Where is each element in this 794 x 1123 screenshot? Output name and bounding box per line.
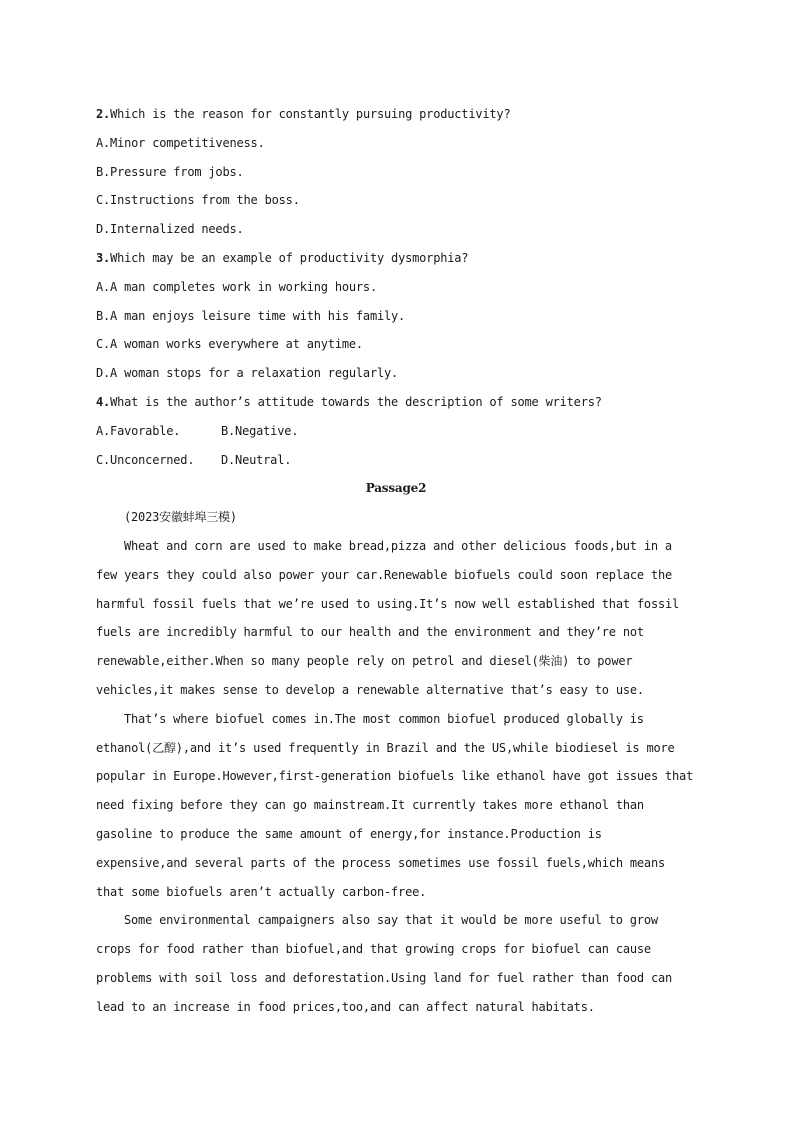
question-2: [96, 100, 696, 129]
passage-source: (2023安徽蚌埠三模): [124, 510, 237, 525]
option: B.Pressure from jobs.: [96, 164, 244, 179]
question-4: [96, 388, 696, 417]
paragraph-line: ethanol(乙醇),and it’s used frequently in Brazil and the US,while biodiesel is more: [96, 740, 675, 755]
paragraph-line: fuels are incredibly harmful to our health and the environment and they’re not: [96, 625, 644, 640]
option: A.Favorable.: [96, 423, 181, 438]
option: C.Unconcerned.: [96, 452, 195, 467]
paragraph-line: harmful fossil fuels that we’re used to using.It’s now well established that fossil: [96, 596, 680, 611]
option: A.A man completes work in working hours.: [96, 279, 377, 294]
paragraph-line: few years they could also power your car.Renewable biofuels could soon replace the: [96, 567, 673, 582]
question-number: 2.: [96, 107, 111, 121]
paragraph-line: Wheat and corn are used to make bread,pizza and other delicious foods,but in a: [124, 538, 672, 553]
question-text: What is the author’s attitude towards the description of some writers?: [110, 394, 602, 409]
paragraph-line: That’s where biofuel comes in.The most common biofuel produced globally is: [124, 711, 644, 726]
paragraph-line: Some environmental campaigners also say that it would be more useful to grow: [124, 913, 658, 928]
option: A.Minor competitiveness.: [96, 135, 265, 150]
paragraph-line: expensive,and several parts of the process sometimes use fossil fuels,which means: [96, 855, 665, 870]
option: C.A woman works everywhere at anytime.: [96, 337, 363, 352]
option: B.A man enjoys leisure time with his family.: [96, 308, 406, 323]
paragraph-line: lead to an increase in food prices,too,and can affect natural habitats.: [96, 999, 595, 1014]
paragraph-line: vehicles,it makes sense to develop a renewable alternative that’s easy to use.: [96, 682, 644, 697]
document-page: [96, 100, 696, 1022]
question-number: 4.: [96, 394, 111, 409]
paragraph-line: need fixing before they can go mainstream.It currently takes more ethanol than: [96, 798, 644, 813]
option-row: [96, 417, 696, 446]
passage-title: Passage2: [365, 481, 427, 496]
question-number: 3.: [96, 250, 111, 265]
option: C.Instructions from the boss.: [96, 193, 300, 208]
option: D.Neutral.: [221, 452, 292, 467]
paragraph-line: renewable,either.When so many people rely on petrol and diesel(柴油) to power: [96, 654, 633, 669]
option: D.A woman stops for a relaxation regularly.: [96, 366, 399, 381]
option: B.Negative.: [221, 423, 299, 438]
paragraph-line: that some biofuels aren’t actually carbon-free.: [96, 884, 427, 899]
paragraph-line: problems with soil loss and deforestation.Using land for fuel rather than food can: [96, 970, 673, 985]
question-text: Which is the reason for constantly pursuing productivity?: [110, 107, 511, 121]
question-text: Which may be an example of productivity dysmorphia?: [110, 250, 469, 265]
option-row: [96, 446, 696, 475]
paragraph-line: gasoline to produce the same amount of energy,for instance.Production is: [96, 826, 602, 841]
paragraph-line: crops for food rather than biofuel,and that growing crops for biofuel can cause: [96, 942, 651, 957]
option: D.Internalized needs.: [96, 222, 244, 237]
paragraph-line: popular in Europe.However,first-generation biofuels like ethanol have got issues that: [96, 769, 694, 784]
question-3: [96, 244, 696, 273]
